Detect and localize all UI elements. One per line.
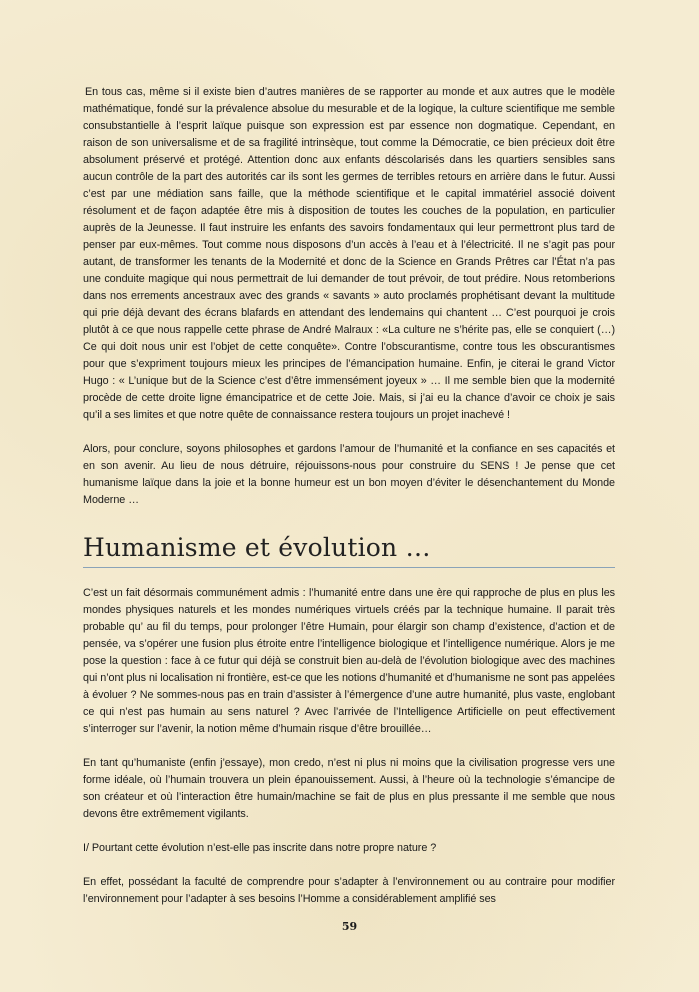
subsection-heading: I/ Pourtant cette évolution n’est-elle pas inscrite dans notre propre nature ? xyxy=(83,842,437,854)
paragraph-culture-scientifique: En tous cas, même si il existe bien d’autres manières de se rapporter au monde et aux autres que le modèle mathématique, fondé sur la prévalence absolue du mesurable et de la logique, la culture scientifique me semble consubstantielle à l’esprit laïque puisque son expression est par essence non dogmatique. Cependant, en raison de son universalisme et de sa fragilité intrinsèque, tout comme la Démocratie, ce bien précieux doit être absolument préservé et protégé. Attention donc aux enfants déscolarisés dans les quartiers sensibles sans aucun contrôle de la part des autorités car ils sont les germes de terribles retours en arrière dans le futur. Aussi c’est par une médiation sans faille, que la méthode scientifique et le capital immatériel associé doivent résolument et de façon adaptée être mis à disposition de toutes les couches de la population, en particulier auprès de la Jeunesse. Il faut instruire les enfants des savoirs fondamentaux qui leur permettront plus tard de penser par eux-mêmes. Tout comme nous disposons d’un accès à l’eau et à l’électricité. Il ne s’agit pas pour autant, de transformer les tenants de la Modernité et donc de la Science en Grands Prêtres car l’État n’a pas une conduite magique qui nous permettrait de lui demander de tout prévoir, de tout prédire. Nous retomberions dans nos errements ancestraux avec des grands « savants » auto proclamés prophétisant devant la multitude qui prie déjà devant des écrans blafards en attendant des lendemains qui chantent … C’est pourquoi je crois plutôt à ce que nous rappelle cette phrase de André Malraux : «La culture ne s’hérite pas, elle se conquiert (…) Ce qui doit nous unir est l’objet de cette conquête». Contre l’obscurantisme, contre tous les obscurantismes pour que s’expriment toujours mieux les principes de l’émancipation humaine. Enfin, je citerai le grand Victor Hugo : « L’unique but de la Science c’est d’être immensément joyeux » … Il me semble bien que la modernité procède de cette droite ligne émancipatrice et de cette Joie. Mais, si j’ai eu la chance d’avoir ce choix je sais qu’il a ses limites et que notre quête de connaissance restera toujours un projet inachevé ! xyxy=(83,86,615,421)
paragraph-credo-humaniste: En tant qu’humaniste (enfin j’essaye), mon credo, n’est ni plus ni moins que la civilisation progresse vers une forme idéale, où l’humain trouvera un plein épanouissement. Aussi, à l’heure où la technologie s’émancipe de son créateur et où l’interaction être humain/machine se fait de plus en plus pressante il me semble que nous devons être extrêmement vigilants. xyxy=(83,757,615,820)
section-title: Humanisme et évolution … xyxy=(83,533,615,568)
paragraph-ere-numerique: C’est un fait désormais communément admis : l’humanité entre dans une ère qui rapproche de plus en plus les mondes physiques naturels et les mondes numériques virtuels créés par la technique humaine. Il parait très probable qu’ au fil du temps, pour prolonger l’être Humain, pour élargir son champ d’existence, d’action et de pensée, va s’opérer une fusion plus étroite entre l’intelligence biologique et l’intelligence numérique. Alors je me pose la question : face à ce futur qui déjà se construit bien au-delà de l’évolution biologique avec des machines qui n’ont plus ni localisation ni frontière, est-ce que les notions d’humanité et d’humanisme ne sont pas appelées à évoluer ? Ne sommes-nous pas en train d’assister à l’émergence d’une autre humanité, plus vaste, englobant ce qui n’est pas humain au sens naturel ? Avec l’arrivée de l’Intelligence Artificielle on peut effectivement s’interroger sur l’avenir, la notion même d’humain risque d’être brouillée… xyxy=(83,587,615,735)
page-content xyxy=(83,84,615,908)
paragraph-conclusion: Alors, pour conclure, soyons philosophes et gardons l’amour de l’humanité et la confiance en ses capacités et en son avenir. Au lieu de nous détruire, réjouissons-nous pour construire du SENS ! Je pense que cet humanisme laïque dans la joie et la bonne humeur est un bon moyen d’éviter le désenchantement du Monde Moderne … xyxy=(83,443,615,506)
paragraph-en-effet: En effet, possédant la faculté de comprendre pour s’adapter à l’environnement ou au contraire pour modifier l’environnement pour l’adapter à ses besoins l’Homme a considérablement amplifié ses xyxy=(83,876,615,905)
page-number: 59 xyxy=(341,920,358,933)
